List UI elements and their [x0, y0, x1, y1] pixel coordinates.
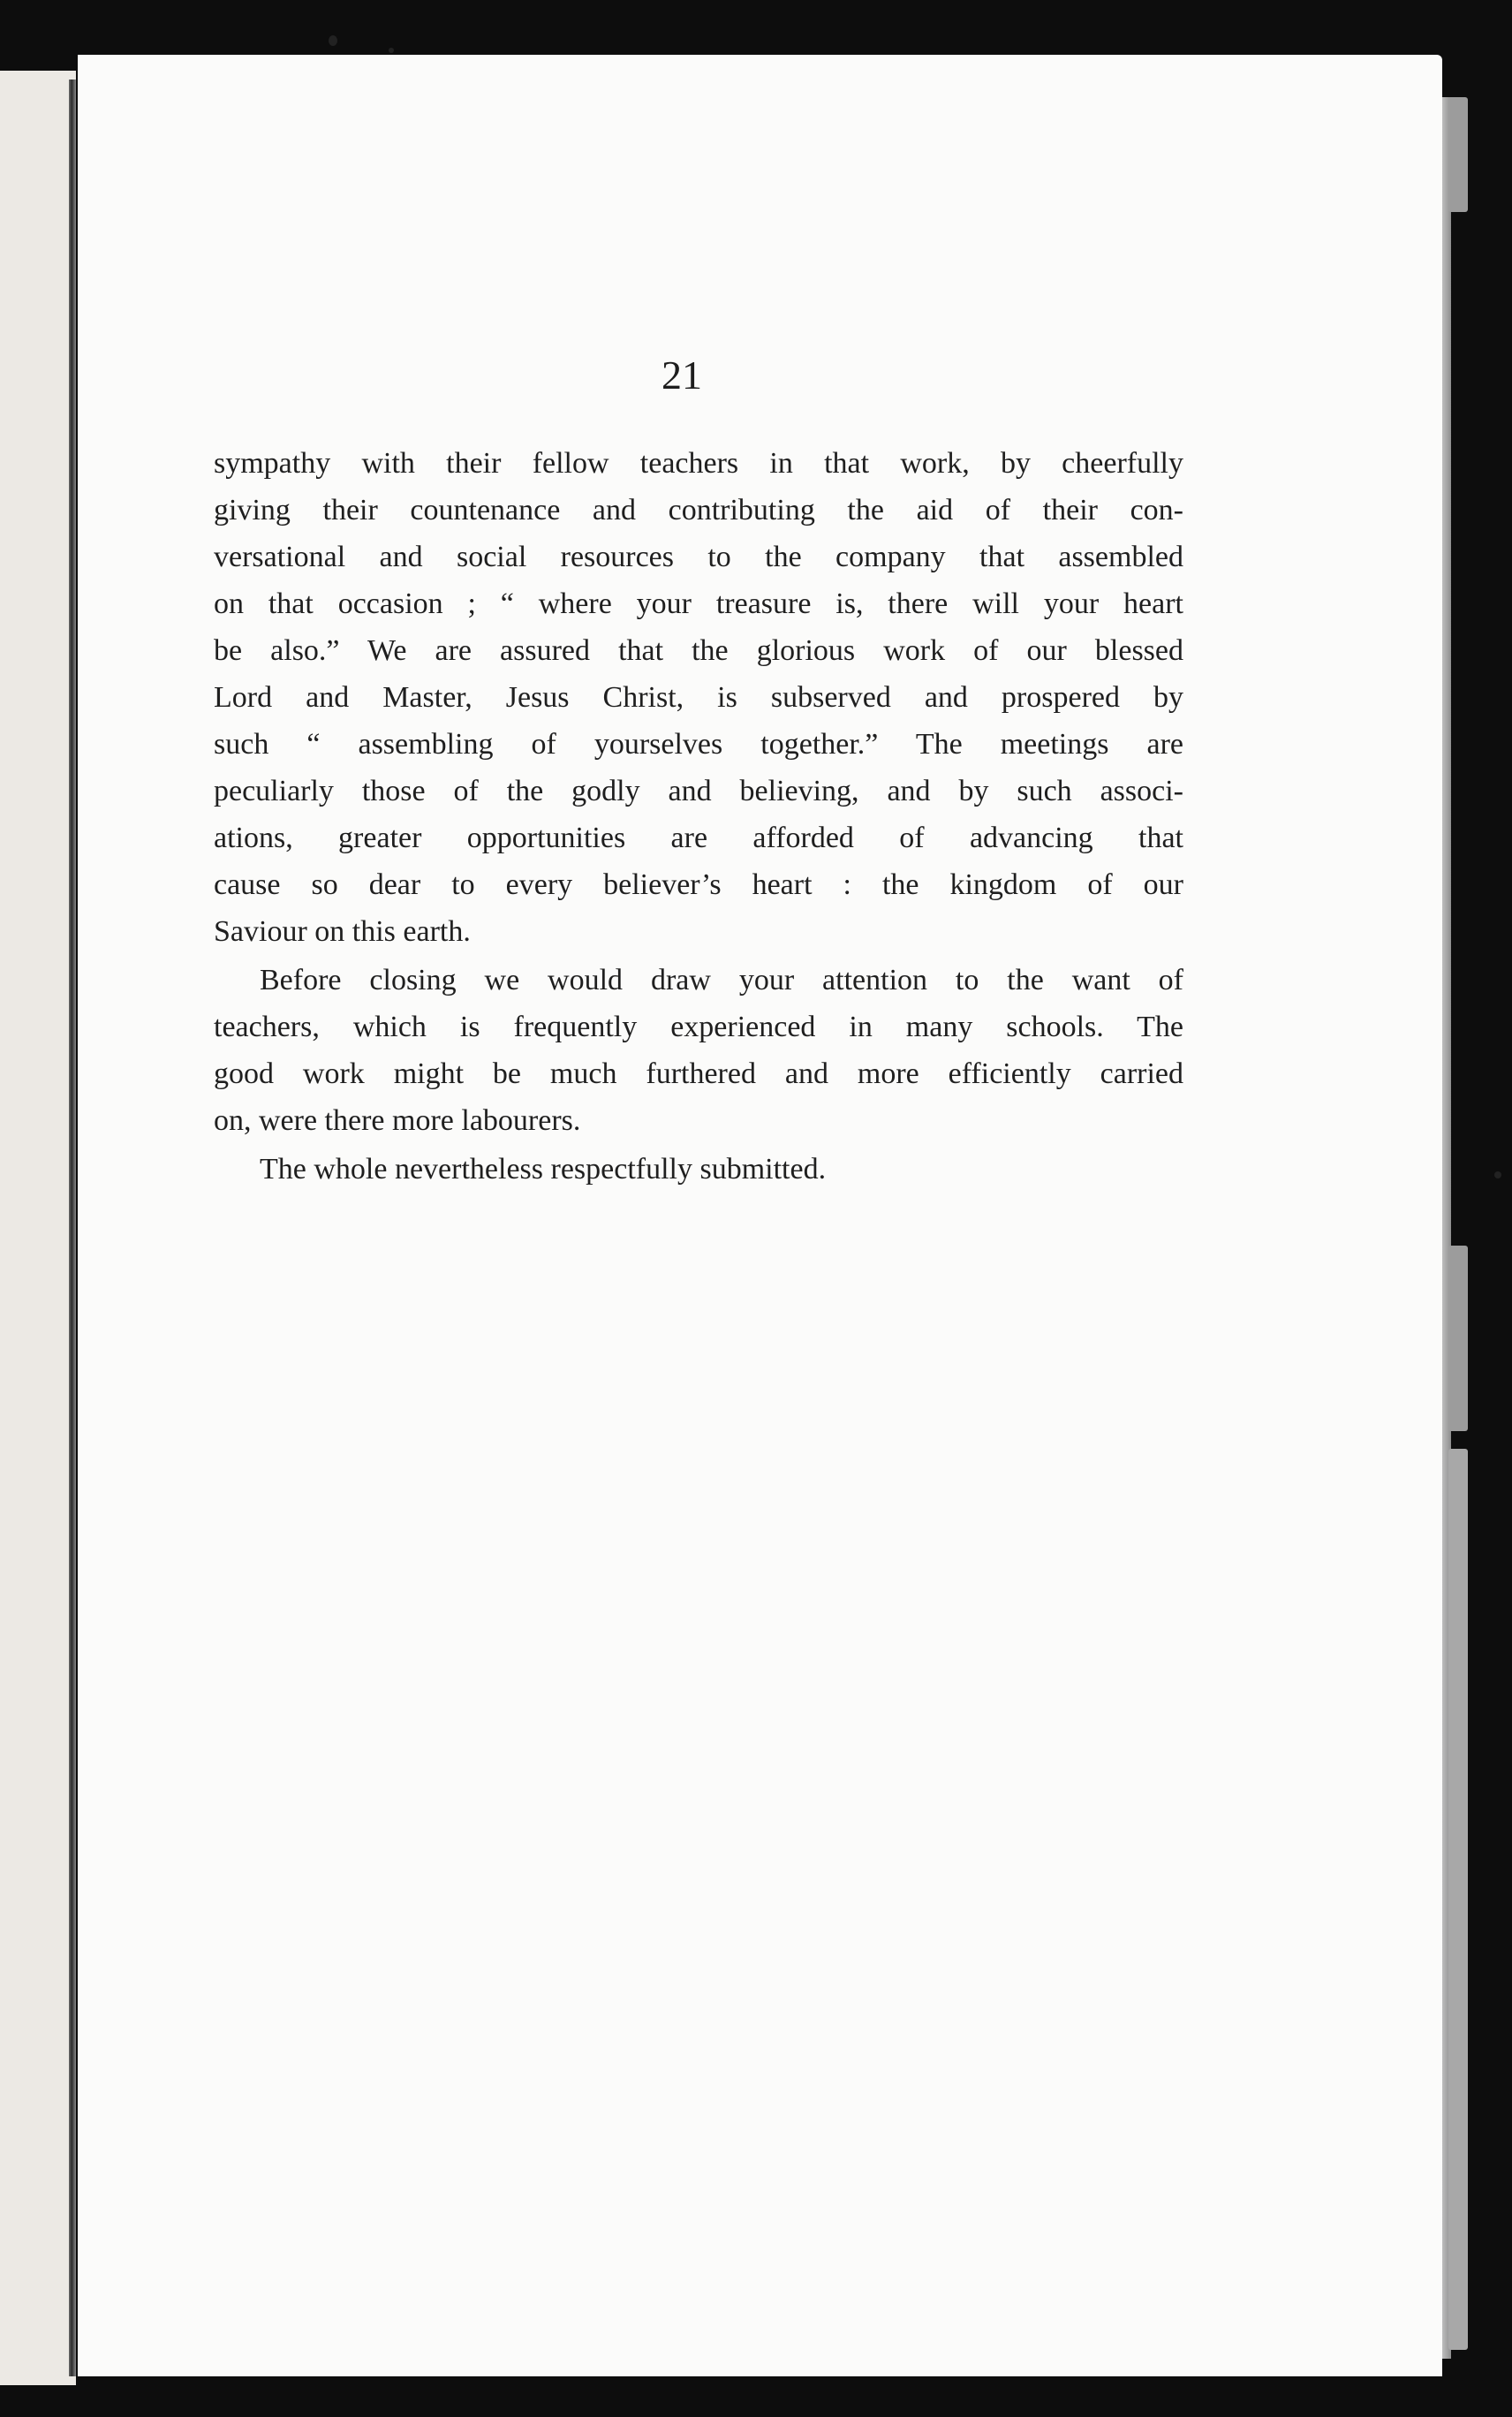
- dust-speck: [389, 48, 394, 53]
- text-line: cause so dear to every believer’s heart : the kingdom of our: [214, 868, 1183, 901]
- facing-page-edge: [0, 71, 76, 2385]
- page-edge-tab: [1448, 1449, 1468, 2350]
- text-line: good work might be much furthered and more efficiently carried: [214, 1057, 1183, 1090]
- binding-gutter: [69, 80, 76, 2376]
- text-line: teachers, which is frequently experienced in many schools. The: [214, 1011, 1183, 1043]
- text-line: peculiarly those of the godly and believing, and by such associ-: [214, 775, 1183, 807]
- paragraph: [214, 440, 1183, 955]
- text-line: be also.” We are assured that the glorious work of our blessed: [214, 634, 1183, 667]
- text-line: Saviour on this earth.: [214, 915, 471, 948]
- page-edge-tab: [1448, 1246, 1468, 1431]
- text-line: Lord and Master, Jesus Christ, is subserved and prospered by: [214, 681, 1183, 714]
- text-line: on, were there more labourers.: [214, 1104, 581, 1137]
- text-line: versational and social resources to the company that assembled: [214, 541, 1183, 573]
- dust-speck: [1494, 1171, 1501, 1178]
- page-number: 21: [662, 352, 702, 398]
- text-line: such “ assembling of yourselves together.” The meetings are: [214, 728, 1183, 761]
- text-line: giving their countenance and contributing the aid of their con-: [214, 494, 1183, 527]
- text-line: on that occasion ; “ where your treasure is, there will your heart: [214, 587, 1183, 620]
- document-page: [78, 55, 1442, 2376]
- page-edge-tab: [1448, 97, 1468, 212]
- body-text: [214, 440, 1183, 1193]
- dust-speck: [329, 35, 337, 46]
- paragraph: [214, 957, 1183, 1144]
- text-line: sympathy with their fellow teachers in that work, by cheerfully: [214, 447, 1183, 480]
- text-line: Before closing we would draw your attention to the want of: [260, 964, 1183, 996]
- paragraph: [214, 1146, 1183, 1193]
- text-line: The whole nevertheless respectfully submitted.: [260, 1153, 827, 1186]
- text-line: ations, greater opportunities are afforded of advancing that: [214, 822, 1183, 854]
